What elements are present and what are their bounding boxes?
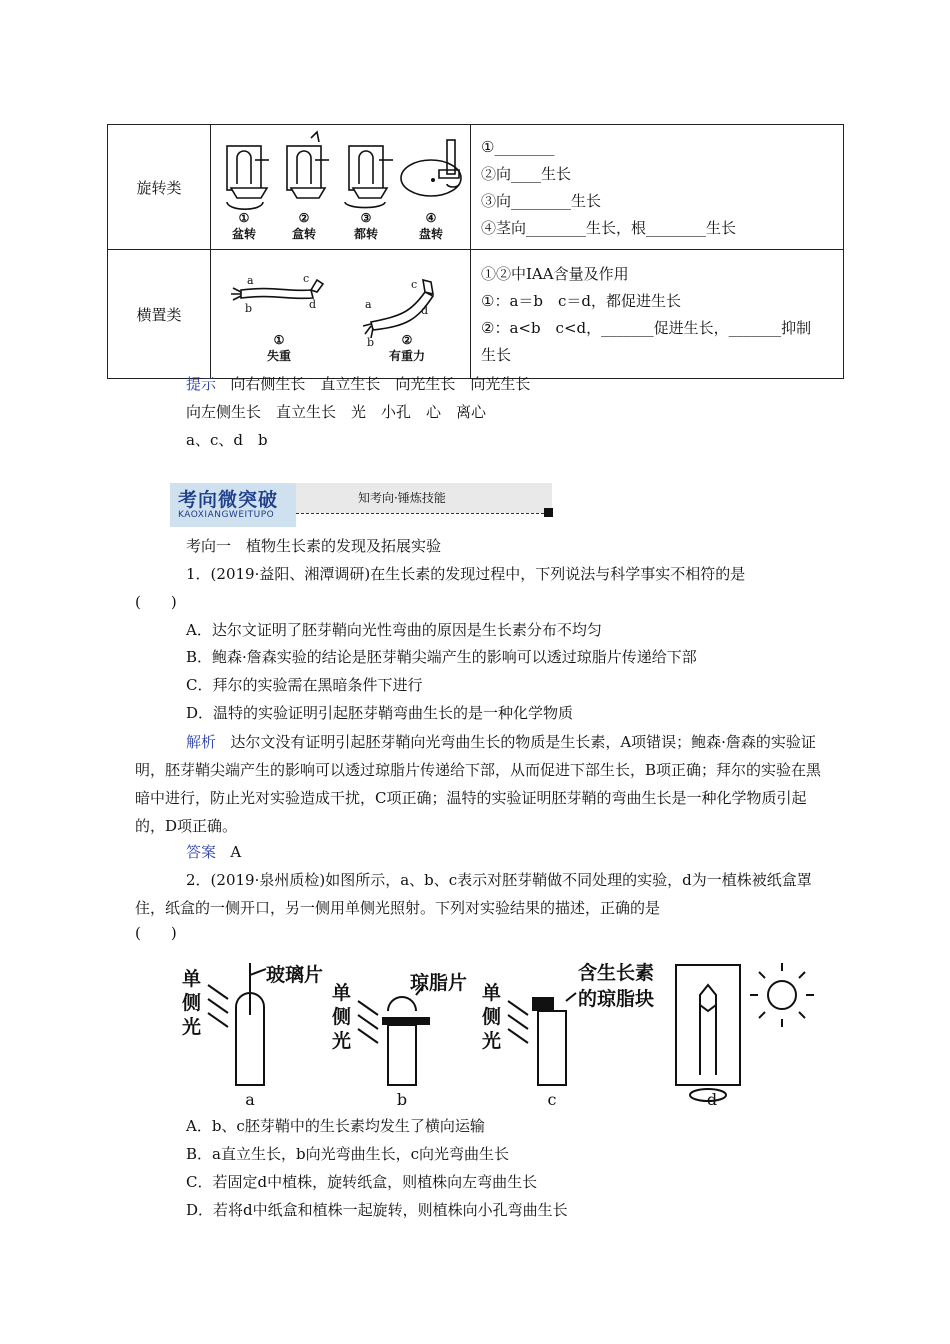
result-line: ①：a＝b c＝d，都促进生长	[481, 292, 681, 310]
light-char: 光	[482, 1030, 502, 1052]
answer-value: A	[230, 843, 242, 861]
row-category: 横置类	[108, 250, 211, 379]
fig-num: ①	[238, 211, 250, 225]
result-line: ①②中IAA含量及作用	[481, 265, 629, 283]
letter-b: b	[245, 302, 253, 315]
glass-label: 玻璃片	[266, 964, 324, 986]
light-char: 侧	[482, 1006, 502, 1028]
hint-line-2: 向左侧生长 直立生长 光 小孔 心 离心	[186, 403, 487, 421]
q2-bracket: ( )	[135, 924, 177, 942]
agar-block-label: 含生长素	[578, 962, 655, 984]
light-char: 单	[332, 982, 352, 1004]
result-line: ②：a<b c<d，_______促进生长，_______抑制	[481, 319, 812, 337]
horizontal-results	[471, 250, 844, 379]
q1-option-d: D．温特的实验证明引起胚芽鞘弯曲生长的是一种化学物质	[186, 704, 574, 722]
fig-num: ③	[360, 211, 372, 225]
result-line: ②向____生长	[481, 165, 572, 183]
letter-d: d	[309, 298, 317, 311]
panel-label: b	[396, 1090, 408, 1105]
table-row	[108, 250, 844, 379]
section-title: 考向一 植物生长素的发现及拓展实验	[186, 537, 442, 555]
fig-label: 有重力	[388, 349, 426, 363]
letter-a: a	[247, 274, 254, 287]
q2-option-d: D．若将d中纸盒和植株一起旋转，则植株向小孔弯曲生长	[186, 1201, 568, 1219]
light-char: 单	[482, 982, 502, 1004]
result-line: 生长	[481, 346, 512, 364]
result-line: ③向________生长	[481, 192, 602, 210]
hint-text: 向右侧生长 直立生长 向光生长 向光生长	[230, 375, 531, 393]
analysis-label: 解析	[186, 733, 217, 751]
q1-analysis	[135, 728, 825, 840]
fig-num: ④	[425, 211, 437, 225]
fig-label: 盆转	[231, 227, 257, 241]
q2-stem: 2．(2019·泉州质检)如图所示，a、b、c表示对胚芽鞘做不同处理的实验，d为一植株被纸盒罩住，纸盒的一侧开口，另一侧用单侧光照射。下列对实验结果的描述，正确的是	[135, 871, 812, 917]
fig-num: ①	[273, 333, 285, 347]
q1-option-a: A．达尔文证明了胚芽鞘向光性弯曲的原因是生长素分布不均匀	[186, 621, 602, 639]
agar-block-label: 的琼脂块	[578, 988, 655, 1010]
letter-c: c	[411, 278, 418, 291]
light-char: 单	[182, 968, 202, 990]
panel-label: d	[706, 1090, 718, 1105]
q1-option-b: B．鲍森·詹森实验的结论是胚芽鞘尖端产生的影响可以透过琼脂片传递给下部	[186, 648, 697, 666]
q2-figure	[180, 955, 820, 1105]
agar-label: 琼脂片	[410, 972, 468, 994]
experiment-table	[107, 124, 844, 379]
rotation-results	[471, 125, 844, 250]
panel-label: c	[547, 1090, 557, 1105]
light-char: 光	[332, 1030, 352, 1052]
q2-option-b: B．a直立生长，b向光弯曲生长，c向光弯曲生长	[186, 1145, 509, 1163]
letter-d: d	[421, 304, 429, 317]
banner-title: 考向微突破	[178, 489, 279, 511]
fig-label: 盒转	[291, 227, 317, 241]
analysis-text: 达尔文没有证明引起胚芽鞘向光弯曲生长的物质是生长素，A项错误；鲍森·詹森的实验证明，胚芽鞘尖端产生的影响可以透过琼脂片传递给下部，从而促进下部生长，B项正确；拜尔的实验在黑暗中进行，防止光对实验造成干扰，C项正确；温特的实验证明胚芽鞘的弯曲生长是一种化学物质引起的，D项正确。	[135, 733, 822, 835]
banner-subtitle: 知考向·锤炼技能	[358, 491, 446, 505]
banner-right	[296, 483, 552, 513]
banner-divider	[296, 513, 544, 514]
q2-option-a: A．b、c胚芽鞘中的生长素均发生了横向运输	[186, 1117, 485, 1135]
letter-b: b	[367, 336, 375, 349]
hint-label: 提示	[186, 375, 217, 393]
letter-a: a	[365, 298, 372, 311]
q1-answer	[186, 841, 241, 862]
banner-square-icon	[544, 508, 553, 517]
fig-label: 失重	[266, 349, 292, 363]
fig-num: ②	[401, 333, 413, 347]
q1-option-c: C．拜尔的实验需在黑暗条件下进行	[186, 676, 423, 694]
fig-label: 都转	[353, 227, 379, 241]
panel-label: a	[245, 1090, 255, 1105]
section-banner	[170, 483, 296, 527]
q2-option-c: C．若固定d中植株，旋转纸盒，则植株向左弯曲生长	[186, 1173, 538, 1191]
banner-pinyin: KAOXIANGWEITUPO	[178, 510, 275, 520]
fig-num: ②	[298, 211, 310, 225]
rotation-figures	[211, 125, 471, 250]
hint-line-1	[186, 373, 530, 394]
fig-label: 盘转	[418, 227, 444, 241]
light-char: 光	[182, 1016, 202, 1038]
hint-line-3: a、c、d b	[186, 431, 268, 449]
light-char: 侧	[332, 1006, 352, 1028]
light-char: 侧	[182, 992, 202, 1014]
q1-bracket: ( )	[135, 593, 177, 611]
answer-label: 答案	[186, 843, 217, 861]
horizontal-figures	[211, 250, 471, 379]
letter-c: c	[303, 272, 310, 285]
q1-stem: 1．(2019·益阳、湘潭调研)在生长素的发现过程中，下列说法与科学事实不相符的是	[186, 565, 746, 583]
result-line: ④茎向________生长，根________生长	[481, 219, 737, 237]
table-row	[108, 125, 844, 250]
result-line: ①________	[481, 138, 555, 156]
row-category: 旋转类	[108, 125, 211, 250]
